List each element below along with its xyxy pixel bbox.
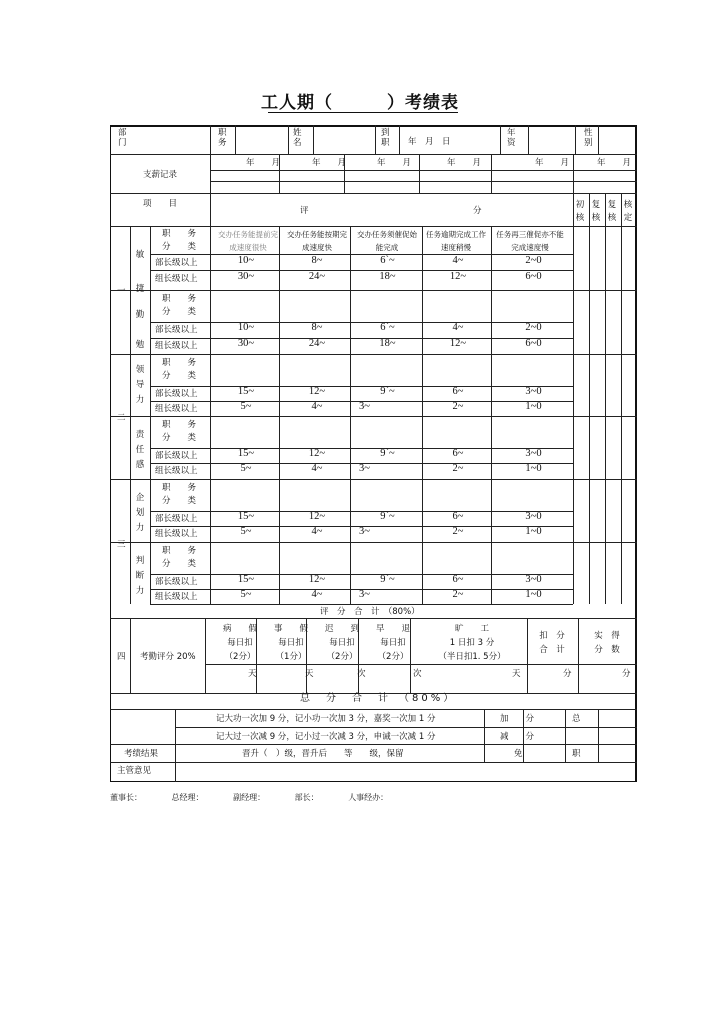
dept-score-0-4: 2~0 bbox=[525, 255, 542, 266]
grid-line bbox=[598, 709, 599, 762]
supervisor-label: 主管意见 bbox=[117, 766, 152, 776]
grid-line bbox=[110, 744, 637, 745]
grid-line bbox=[110, 709, 637, 710]
class-label-1: 分 类 bbox=[162, 307, 197, 317]
sick-unit: 天 bbox=[248, 669, 257, 679]
salary-col-6: 年 月 bbox=[597, 158, 632, 168]
class-label-3: 分 类 bbox=[162, 433, 197, 443]
salary-record-label: 支薪记录 bbox=[143, 170, 178, 180]
grid-line bbox=[313, 125, 314, 154]
grid-line bbox=[110, 290, 637, 291]
class-label-2: 分 类 bbox=[162, 371, 197, 381]
dept-score-5-3: 6~ bbox=[452, 574, 464, 585]
deduct-total-head: 扣 分 合 计 bbox=[539, 631, 565, 655]
efficiency-desc-1: 交办任务能提前完成速度很快 bbox=[218, 230, 278, 252]
item-header: 项 目 bbox=[143, 199, 178, 209]
hire-label: 到职 bbox=[381, 128, 390, 148]
grid-line bbox=[573, 154, 574, 193]
third-review-header: 复核 bbox=[607, 200, 617, 223]
team-score-2-1: 4~ bbox=[311, 401, 323, 412]
salary-col-5: 年 月 bbox=[535, 158, 570, 168]
grid-line bbox=[573, 226, 574, 604]
category-planning: 企划力 bbox=[135, 493, 145, 533]
efficiency-desc-3: 交办任务须催促始能完成 bbox=[357, 230, 417, 252]
team-score-1-4: 6~0 bbox=[525, 338, 542, 349]
grid-line bbox=[491, 154, 492, 193]
efficiency-desc-2: 交办任务能按期完成速度快 bbox=[287, 230, 347, 252]
dept-score-4-2: 9`~ bbox=[380, 511, 395, 522]
grid-line bbox=[419, 154, 420, 193]
dept-score-2-4: 3~0 bbox=[525, 386, 542, 397]
grid-line bbox=[130, 226, 131, 604]
team-head-label-0: 组长级以上 bbox=[155, 274, 198, 284]
deduct-unit: 分 bbox=[563, 669, 572, 679]
salary-col-4: 年 月 bbox=[447, 158, 482, 168]
grid-line bbox=[110, 226, 637, 227]
dept-score-2-2: 9`~ bbox=[380, 386, 395, 397]
group-two: 二 bbox=[117, 413, 126, 423]
dept-score-4-4: 3~0 bbox=[525, 511, 542, 522]
grid-line bbox=[110, 618, 637, 619]
grid-line bbox=[500, 125, 501, 154]
second-review-header: 复核 bbox=[591, 200, 601, 223]
deputy-signature: 副经理： bbox=[233, 793, 266, 802]
team-score-1-1: 24~ bbox=[308, 338, 326, 349]
grid-line bbox=[110, 193, 637, 194]
team-score-0-2: 18~ bbox=[379, 271, 396, 282]
category-responsibility: 责任感 bbox=[135, 430, 145, 470]
gm-signature: 总经理： bbox=[171, 793, 204, 802]
sick-leave-head: 病 假 每日扣 （2分） bbox=[222, 624, 257, 662]
dept-score-5-0: 15~ bbox=[237, 574, 255, 585]
dept-score-0-0: 10~ bbox=[237, 255, 255, 266]
dept-score-0-1: 8~ bbox=[311, 255, 323, 266]
group-one: 一 bbox=[117, 286, 126, 296]
grid-line bbox=[422, 226, 423, 604]
team-score-5-4: 1~0 bbox=[525, 589, 542, 600]
dept-score-1-1: 8~ bbox=[311, 322, 323, 333]
grid-line bbox=[110, 416, 637, 417]
dept-score-1-4: 2~0 bbox=[525, 322, 542, 333]
score-header-right: 分 bbox=[473, 206, 482, 216]
dept-head-label-5: 部长级以上 bbox=[155, 577, 198, 587]
grid-line bbox=[350, 226, 351, 604]
team-head-label-2: 组长级以上 bbox=[155, 404, 198, 414]
dept-score-3-2: 9`~ bbox=[380, 448, 395, 459]
name-label: 姓名 bbox=[293, 128, 302, 148]
grid-line bbox=[375, 125, 376, 154]
grid-line bbox=[279, 226, 280, 604]
category-leadership: 领导力 bbox=[135, 365, 145, 405]
dept-head-label-4: 部长级以上 bbox=[155, 514, 198, 524]
dept-score-1-0: 10~ bbox=[237, 322, 255, 333]
grid-line bbox=[110, 354, 637, 355]
team-head-label-1: 组长级以上 bbox=[155, 341, 198, 351]
salary-col-3: 年 月 bbox=[377, 158, 412, 168]
grid-line bbox=[110, 479, 637, 480]
team-score-1-2: 18~ bbox=[379, 338, 396, 349]
grid-line bbox=[175, 762, 176, 782]
form-title: 工人期（ ）考绩表 bbox=[261, 93, 459, 113]
dept-head-label-3: 部长级以上 bbox=[155, 451, 198, 461]
grid-line bbox=[484, 709, 485, 762]
dept-score-4-1: 12~ bbox=[308, 511, 326, 522]
job-label-4: 职 务 bbox=[162, 483, 197, 493]
team-score-4-4: 1~0 bbox=[525, 526, 542, 537]
efficiency-desc-5: 任务再三催促亦不能完成速度慢 bbox=[496, 230, 564, 252]
job-label-0: 职 务 bbox=[162, 229, 197, 239]
team-score-3-2: 3~ bbox=[359, 463, 370, 474]
dept-score-3-4: 3~0 bbox=[525, 448, 542, 459]
chairman-signature: 董事长： bbox=[110, 793, 142, 802]
early-leave-head: 早 退 每日扣 （2分） bbox=[375, 624, 410, 662]
late-head: 迟 到 每日扣 （2分） bbox=[324, 624, 359, 662]
team-score-3-1: 4~ bbox=[311, 463, 323, 474]
grid-line bbox=[288, 125, 289, 154]
reward-plus-text: 记大功一次加 9 分，记小功一次加 3 分，嘉奖一次加 1 分 bbox=[216, 714, 436, 724]
early-unit: 次 bbox=[413, 669, 422, 679]
post-label: 职 bbox=[572, 749, 581, 759]
salary-col-2: 年 月 bbox=[312, 158, 347, 168]
age-label: 年资 bbox=[507, 128, 516, 148]
grid-line bbox=[150, 226, 151, 604]
efficiency-desc-4: 任务逾期完成工作速度稍慢 bbox=[426, 230, 486, 252]
result-label: 考绩结果 bbox=[124, 749, 159, 759]
personal-unit: 天 bbox=[305, 669, 314, 679]
dept-score-0-3: 4~ bbox=[452, 255, 464, 266]
total-mark: 总 bbox=[572, 714, 581, 724]
minus-label: 减 分 bbox=[500, 732, 535, 742]
team-score-2-4: 1~0 bbox=[525, 401, 542, 412]
job-label-5: 职 务 bbox=[162, 546, 197, 556]
title-underline bbox=[268, 112, 458, 113]
team-score-2-0: 5~ bbox=[240, 401, 252, 412]
team-score-0-4: 6~0 bbox=[525, 271, 542, 282]
dept-head-label-0: 部长级以上 bbox=[155, 258, 198, 268]
job-label-3: 职 务 bbox=[162, 420, 197, 430]
team-score-3-3: 2~ bbox=[452, 463, 464, 474]
team-score-4-3: 2~ bbox=[452, 526, 464, 537]
job-label-1: 职 务 bbox=[162, 294, 197, 304]
team-score-5-3: 2~ bbox=[452, 589, 464, 600]
dept-score-2-0: 15~ bbox=[237, 386, 255, 397]
team-head-label-5: 组长级以上 bbox=[155, 592, 198, 602]
signature-footer bbox=[110, 792, 415, 803]
category-judgment: 判断力 bbox=[135, 556, 145, 596]
team-score-2-2: 3~ bbox=[359, 401, 370, 412]
grid-line bbox=[150, 254, 573, 255]
dept-score-3-3: 6~ bbox=[452, 448, 464, 459]
first-review-header: 初核 bbox=[575, 200, 585, 223]
dept-score-3-1: 12~ bbox=[308, 448, 326, 459]
grid-line bbox=[150, 604, 573, 605]
final-review-header: 核定 bbox=[623, 200, 633, 223]
grid-line bbox=[110, 762, 637, 763]
grid-line bbox=[399, 125, 400, 154]
absent-unit: 天 bbox=[512, 669, 521, 679]
dept-score-4-3: 6~ bbox=[452, 511, 464, 522]
dept-score-4-0: 15~ bbox=[237, 511, 255, 522]
dept-score-2-1: 12~ bbox=[308, 386, 326, 397]
grid-line bbox=[210, 125, 211, 154]
grid-line bbox=[491, 226, 492, 604]
team-score-5-0: 5~ bbox=[240, 589, 252, 600]
reward-minus-text: 记大过一次减 9 分，记小过一次减 3 分，申诫一次减 1 分 bbox=[216, 732, 436, 742]
team-score-0-3: 12~ bbox=[449, 271, 467, 282]
grid-line bbox=[528, 125, 529, 154]
class-label-0: 分 类 bbox=[162, 242, 197, 252]
grid-line bbox=[565, 709, 566, 762]
dismiss-label: 免 bbox=[514, 749, 523, 759]
team-score-4-1: 4~ bbox=[311, 526, 323, 537]
category-diligence: 勤勉 bbox=[135, 310, 145, 350]
subtotal-label: 评 分 合 计 （80%） bbox=[320, 607, 420, 617]
team-head-label-4: 组长级以上 bbox=[155, 529, 198, 539]
attendance-label: 考勤评分 20% bbox=[140, 652, 196, 662]
grid-line bbox=[210, 193, 211, 226]
grid-line bbox=[210, 154, 211, 193]
grid-line bbox=[175, 709, 176, 762]
grid-line bbox=[598, 125, 599, 154]
grid-line bbox=[130, 618, 131, 693]
actual-unit: 分 bbox=[622, 669, 631, 679]
grid-line bbox=[110, 542, 637, 543]
team-score-3-4: 1~0 bbox=[525, 463, 542, 474]
gender-label: 性别 bbox=[584, 128, 593, 148]
result-text: 晋升（ ）级，晋升后 等 级，保留 bbox=[242, 749, 404, 759]
team-score-1-0: 30~ bbox=[237, 338, 255, 349]
class-label-4: 分 类 bbox=[162, 496, 197, 506]
grid-line bbox=[575, 125, 576, 154]
dept-label: 部门 bbox=[118, 128, 127, 148]
dept-head-label-1: 部长级以上 bbox=[155, 325, 198, 335]
grid-line bbox=[210, 226, 211, 604]
grid-line bbox=[150, 270, 573, 271]
late-unit: 次 bbox=[357, 669, 366, 679]
dept-score-5-1: 12~ bbox=[308, 574, 326, 585]
total-label: 总 分 合 计 （80%） bbox=[300, 693, 457, 704]
grid-line bbox=[110, 154, 637, 155]
team-score-5-1: 4~ bbox=[311, 589, 323, 600]
grid-line bbox=[235, 125, 236, 154]
team-score-0-1: 24~ bbox=[308, 271, 326, 282]
hire-date: 年 月 日 bbox=[408, 137, 451, 147]
group-four: 四 bbox=[117, 652, 126, 662]
dept-score-1-3: 4~ bbox=[452, 322, 464, 333]
dept-score-0-2: 6`~ bbox=[380, 255, 395, 266]
actual-score-head: 实 得 分 数 bbox=[594, 631, 620, 655]
team-score-5-2: 3~ bbox=[359, 589, 370, 600]
class-label-5: 分 类 bbox=[162, 559, 197, 569]
dept-head-label-2: 部长级以上 bbox=[155, 389, 198, 399]
category-efficiency: 敏捷 bbox=[135, 250, 145, 294]
team-score-4-0: 5~ bbox=[240, 526, 252, 537]
score-header-left: 评 bbox=[300, 206, 309, 216]
plus-label: 加 分 bbox=[500, 714, 535, 724]
position-label: 职务 bbox=[218, 128, 227, 148]
team-score-1-3: 12~ bbox=[449, 338, 467, 349]
team-score-4-2: 3~ bbox=[359, 526, 370, 537]
team-head-label-3: 组长级以上 bbox=[155, 466, 198, 476]
salary-col-1: 年 月 bbox=[246, 158, 281, 168]
grid-line bbox=[205, 618, 206, 693]
dept-score-5-2: 9`~ bbox=[380, 574, 395, 585]
absent-head: 旷 工 1 日扣 3 分 （半日扣1. 5分） bbox=[438, 624, 506, 662]
team-score-0-0: 30~ bbox=[237, 271, 255, 282]
minister-signature: 部长： bbox=[294, 793, 319, 802]
dept-score-1-2: 6`~ bbox=[380, 322, 395, 333]
team-score-3-0: 5~ bbox=[240, 463, 252, 474]
hr-signature: 人事经办： bbox=[348, 793, 389, 802]
job-label-2: 职 务 bbox=[162, 358, 197, 368]
group-three: 三 bbox=[117, 540, 126, 550]
team-score-2-3: 2~ bbox=[452, 401, 464, 412]
dept-score-5-4: 3~0 bbox=[525, 574, 542, 585]
grid-line bbox=[175, 727, 637, 728]
personal-leave-head: 事 假 每日扣 （1分） bbox=[273, 624, 308, 662]
dept-score-2-3: 6~ bbox=[452, 386, 464, 397]
grid-line bbox=[205, 664, 637, 665]
dept-score-3-0: 15~ bbox=[237, 448, 255, 459]
